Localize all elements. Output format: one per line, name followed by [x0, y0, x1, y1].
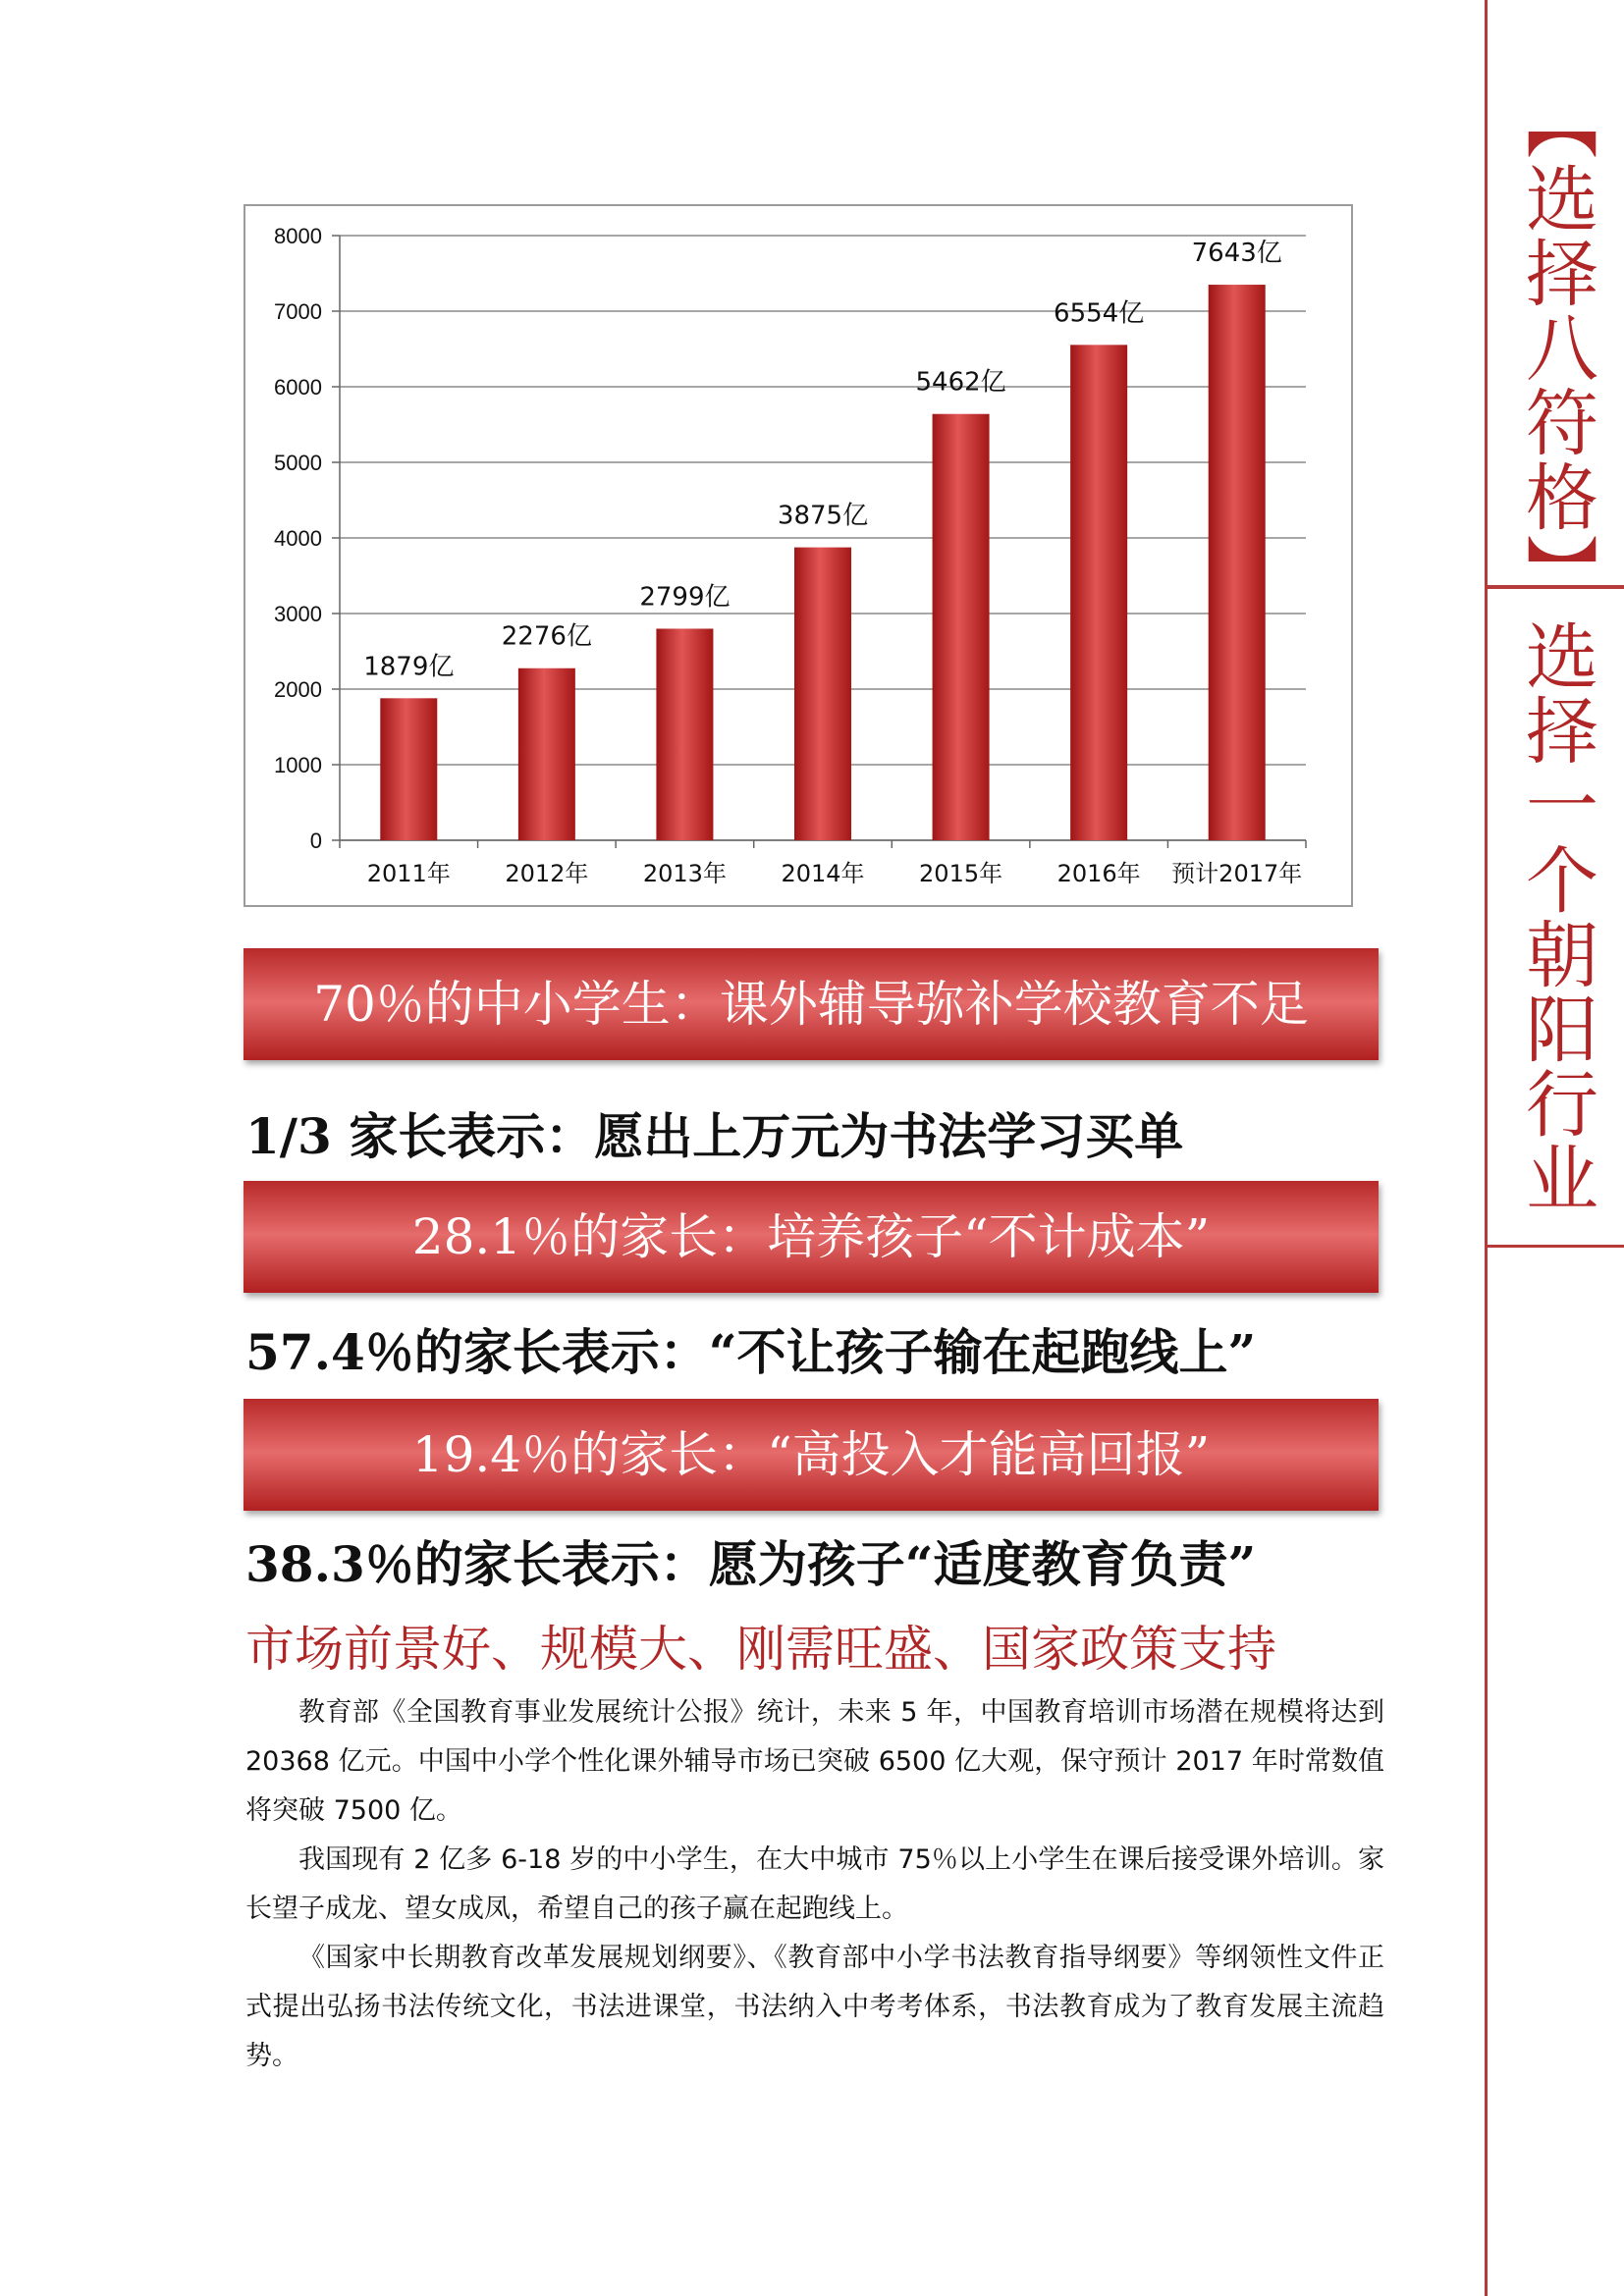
bar — [1209, 285, 1266, 840]
bar — [794, 548, 851, 840]
x-tick-label: 2011年 — [366, 860, 451, 887]
statement-parents-spend: 1/3 家长表示：愿出上万元为书法学习买单 — [245, 1107, 1184, 1165]
statement-moderate-education: 38.3％的家长表示：愿为孩子“适度教育负责” — [245, 1535, 1257, 1593]
y-tick-label: 4000 — [274, 526, 322, 551]
section-heading: 市场前景好、规模大、刚需旺盛、国家政策支持 — [245, 1621, 1276, 1678]
chart-canvas — [245, 206, 1351, 905]
y-tick-label: 7000 — [274, 299, 322, 324]
bar — [656, 628, 713, 840]
bar — [1070, 345, 1127, 840]
y-tick-label: 1000 — [274, 753, 322, 777]
x-tick-label: 2016年 — [1056, 860, 1141, 887]
statement-starting-line: 57.4％的家长表示：“不让孩子输在起跑线上” — [245, 1323, 1257, 1381]
data-label: 5462亿 — [915, 367, 1006, 398]
banner-students-stat: 70％的中小学生：课外辅导弥补学校教育不足 — [244, 948, 1379, 1060]
side-title-primary: 【选择八符格】 — [1514, 86, 1598, 609]
paragraph: 《国家中长期教育改革发展规划纲要》、《教育部中小学书法教育指导纲要》等纲领性文件正式提出弘扬书法传统文化，书法进课堂，书法纳入中考考体系，书法教育成为了教育发展主流趋势。 — [245, 1943, 1384, 2071]
banner-investment-stat: 19.4％的家长：“高投入才能高回报” — [244, 1399, 1379, 1511]
y-tick-label: 8000 — [274, 224, 322, 248]
x-tick-label: 2014年 — [781, 860, 865, 887]
bar — [933, 414, 990, 840]
banner-cost-stat: 28.1％的家长：培养孩子“不计成本” — [244, 1181, 1379, 1293]
data-label: 6554亿 — [1054, 298, 1145, 329]
y-tick-label: 6000 — [274, 375, 322, 400]
bars — [380, 285, 1265, 840]
y-tick-label: 0 — [309, 828, 322, 853]
paragraph: 我国现有 2 亿多 6-18 岁的中小学生，在大中城市 75％以上小学生在课后接受课外培训。家长望子成龙、望女成凤，希望自己的孩子赢在起跑线上。 — [245, 1844, 1384, 1924]
data-label: 3875亿 — [777, 501, 869, 531]
data-label: 1879亿 — [363, 652, 455, 682]
x-tick-label: 2013年 — [642, 860, 727, 887]
body-text — [245, 1688, 1384, 2081]
side-title-secondary: 选择一个朝阳行业 — [1514, 618, 1598, 1215]
side-band-divider-bottom — [1485, 1245, 1624, 1248]
bar — [380, 698, 437, 840]
data-label: 2799亿 — [639, 582, 731, 613]
y-tick-label: 2000 — [274, 677, 322, 702]
data-label: 2276亿 — [501, 621, 592, 652]
x-tick-label: 2012年 — [505, 860, 589, 887]
market-size-chart — [244, 204, 1353, 907]
paragraph: 教育部《全国教育事业发展统计公报》统计，未来 5 年，中国教育培训市场潜在规模将达到 20368 亿元。中国中小学个性化课外辅导市场已突破 6500 亿大观，保守预计 2017 年时常数值将突破 7500 亿。 — [245, 1697, 1384, 1826]
y-tick-label: 3000 — [274, 602, 322, 626]
side-band-rule — [1485, 0, 1488, 2296]
y-tick-label: 5000 — [274, 451, 322, 475]
bar — [518, 668, 575, 840]
data-label: 7643亿 — [1191, 239, 1282, 269]
x-tick-label: 预计2017年 — [1171, 860, 1303, 887]
x-tick-label: 2015年 — [919, 860, 1003, 887]
